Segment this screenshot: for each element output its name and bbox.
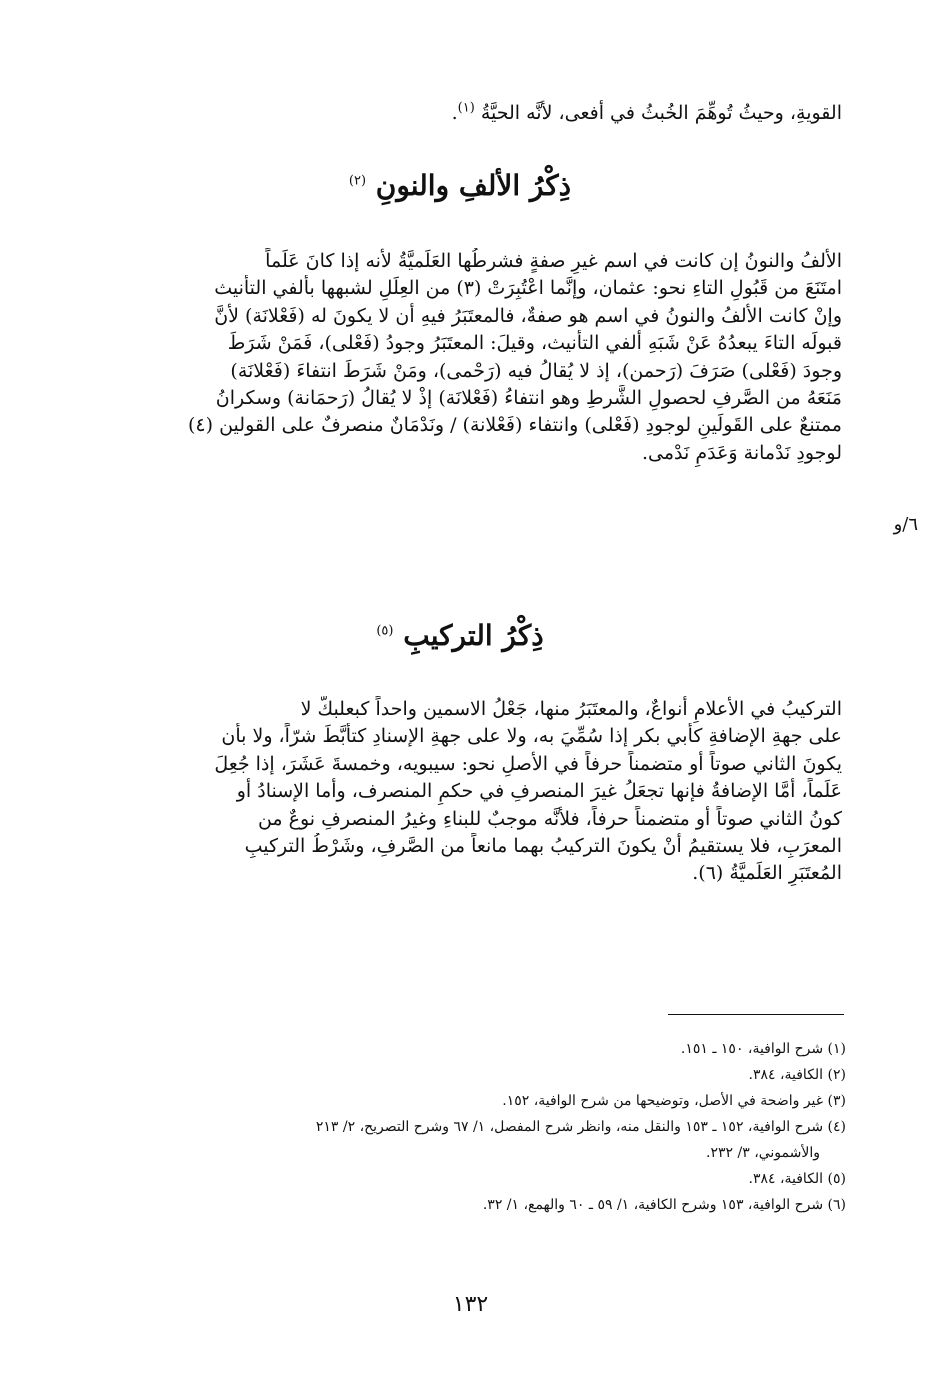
text-line: على جهةِ الإضافةِ كأبي بكر إذا سُمِّيَ به، ولا على جهةِ الإسنادِ كتأبَّطَ شرّاً، ولا بأن	[221, 725, 842, 748]
manuscript-folio-marker: ٦/و	[893, 514, 918, 535]
footnote: (٢) الكافية، ٣٨٤.	[748, 1067, 846, 1083]
text-line: المُعتَبَرِ العَلَميَّةُ (٦).	[692, 862, 842, 885]
footnote-ref: (٢)	[348, 173, 367, 189]
footnote-separator	[668, 1014, 844, 1015]
footnote-ref: (٥)	[376, 623, 394, 639]
text-line: وجودَ (فَعْلى) صَرَفَ (رَحمن)، إذ لا يُقالُ فيه (رَحْمى)، ومَنْ شَرَطَ انتفاءَ (فَعْلانَة)	[230, 359, 842, 382]
text-line: عَلَماً، أمَّا الإضافةُ فإنها تجعَلُ غيرَ المنصرفِ في حكمِ المنصرف، وأما الإسنادُ أو	[236, 780, 842, 803]
text-line: ممتنعٌ على القَولَينِ لوجودِ (فَعْلى) وانتفاء (فَعْلانة) / ونَدْمَانٌ منصرفٌ على القولين (٤)	[187, 414, 842, 437]
paragraph-alif-nun	[78, 248, 842, 467]
text-line: قبولَه التاءَ يبعدُهُ عَنْ شَبَهِ ألفي التأنيث، وقيلَ: المعتَبَرُ وجودُ (فَعْلى)، فَمَنْ شَرَطَ	[227, 332, 842, 355]
heading-text: ذِكْرُ التركيبِ	[403, 619, 544, 652]
text-line: لوجودِ نَدْمانة وَعَدَمِ نَدْمى.	[641, 441, 842, 464]
text-line: مَنَعَهُ من الصَّرفِ لحصولِ الشَّرطِ وهو انتفاءُ (فَعْلانَة) إذْ لا يُقالُ (رَحمَانة) وسكرانُ	[215, 387, 842, 410]
footnote-ref: (١)	[457, 100, 475, 116]
intro-paragraph	[78, 100, 842, 127]
page-number: ١٣٢	[452, 1292, 489, 1317]
section-heading-tarkib	[78, 616, 842, 656]
text-line: التركيبُ في الأعلامِ أنواعٌ، والمعتَبَرُ منها، جَعْلُ الاسمين واحداً كبعلبكَّ لا	[300, 698, 842, 720]
text-line: وإنْ كانت الألفُ والنونُ في اسم هو صفةٌ، فالمعتَبَرُ فيهِ أن لا يكونَ له (فَعْلانَة) لأنَّ	[214, 304, 842, 327]
text-line: الألفُ والنونُ إن كانت في اسم غيرِ صفةٍ فشرطُها العَلَميَّةُ لأنه إذا كانَ عَلَماً	[265, 250, 842, 272]
footnote: (١) شرح الوافية، ١٥٠ ـ ١٥١.	[680, 1041, 846, 1057]
paragraph-tarkib	[78, 696, 842, 888]
text-line: كونُ الثاني صوتاً أو متضمناً حرفاً، فلأنَّه موجبٌ للبناءِ وغيرُ المنصرفِ نوعٌ من	[257, 807, 842, 830]
footnote-continuation: والأشموني، ٣/ ٢٣٢.	[706, 1145, 820, 1161]
line-text: القويةِ، وحيثُ تُوهِّمَ الخُبثُ في أفعى، لأنَّه الحيَّةُ	[480, 102, 842, 124]
footnote: (٣) غير واضحة في الأصل، وتوضيحها من شرح الوافية، ١٥٢.	[502, 1093, 846, 1109]
footnote: (٥) الكافية، ٣٨٤.	[748, 1171, 846, 1187]
heading-text: ذِكْرُ الألفِ والنونِ	[375, 169, 572, 202]
section-heading-alif-nun	[78, 166, 842, 206]
text-line: امتَنَعَ من قَبُولِ التاءِ نحو: عثمان، وإنَّما اعْتُبِرَتْ (٣) من العِلَلِ لشبهها بألفي التأنيث	[214, 277, 842, 300]
text-line: المعرَبِ، فلا يستقيمُ أنْ يكونَ التركيبُ بهما مانعاً من الصَّرفِ، وشَرْطُ التركيبِ	[244, 835, 842, 858]
text-line: يكونَ الثاني صوتاً أو متضمناً حرفاً في الأصلِ نحو: سيبويه، وخمسةَ عَشَرَ، إذا جُعِلَ	[214, 752, 842, 775]
footnote: (٦) شرح الوافية، ١٥٣ وشرح الكافية، ١/ ٥٩ ـ ٦٠ والهمع، ١/ ٣٢.	[482, 1197, 846, 1213]
footnote: (٤) شرح الوافية، ١٥٢ ـ ١٥٣ والنقل منه، وانظر شرح المفصل، ١/ ٦٧ وشرح التصريح، ٢/ ٢١٣	[315, 1119, 846, 1135]
footnotes	[78, 1036, 846, 1218]
text-line: القويةِ، وحيثُ تُوهِّمَ الخُبثُ في أفعى، لأنَّه الحيَّةُ $^{(١)}$.	[451, 100, 842, 124]
